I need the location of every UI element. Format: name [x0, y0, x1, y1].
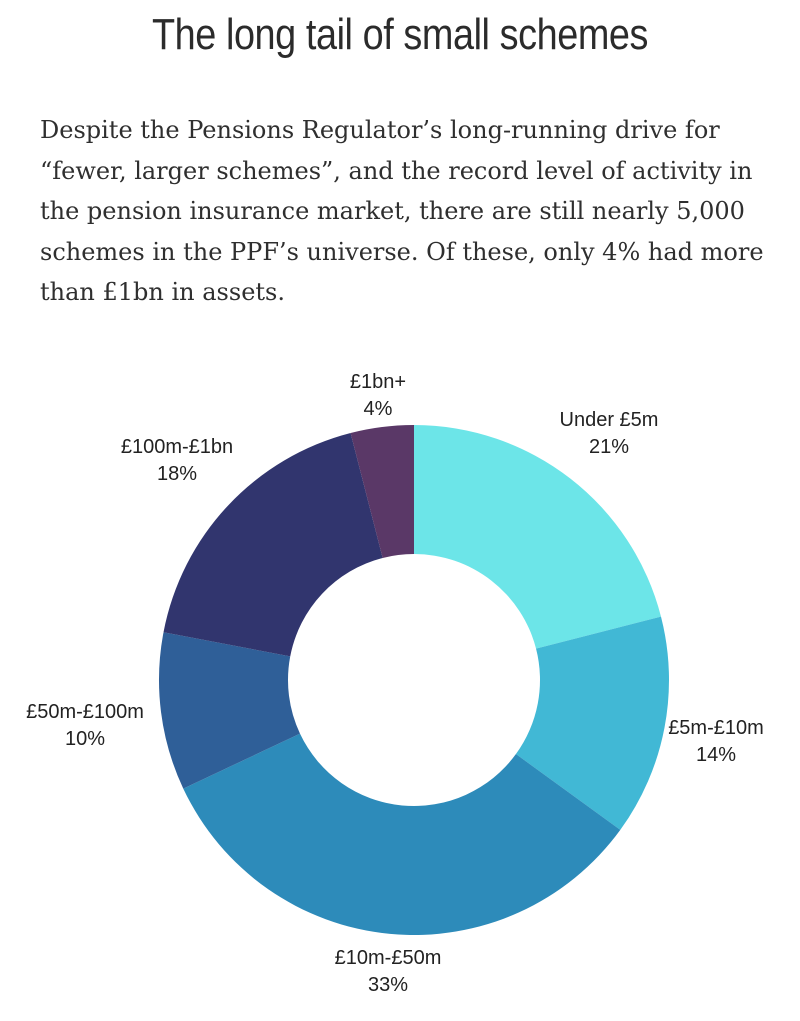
slice-value-10m-50m: 33% — [367, 974, 409, 996]
slice-value-under-5m: 21% — [588, 436, 630, 458]
slice-label-50m-100m: £50m-£100m — [26, 701, 144, 723]
slice-label-1bn-plus: £1bn+ — [349, 371, 407, 393]
chart-title: The long tail of small schemes — [151, 10, 649, 59]
donut-slices — [156, 425, 669, 935]
slice-label-5m-10m: £5m-£10m — [668, 717, 764, 739]
slice-value-5m-10m: 14% — [695, 744, 737, 766]
slice-under-5m — [414, 425, 661, 649]
slice-label-10m-50m: £10m-£50m — [334, 947, 442, 969]
slice-value-50m-100m: 10% — [64, 728, 106, 750]
slice-value-100m-1bn: 18% — [156, 463, 198, 485]
slice-value-1bn-plus: 4% — [363, 398, 393, 420]
chart-subtitle: Despite the Pensions Regulator’s long-running drive for “fewer, larger schemes”, and the record level of activity in the pension insurance market, there are still nearly 5,000 schemes in the PPF’s universe. Of these, only 4% had more than £1bn in assets. — [40, 116, 764, 306]
slice-label-under-5m: Under £5m — [559, 409, 659, 431]
slice-label-100m-1bn: £100m-£1bn — [120, 436, 234, 458]
